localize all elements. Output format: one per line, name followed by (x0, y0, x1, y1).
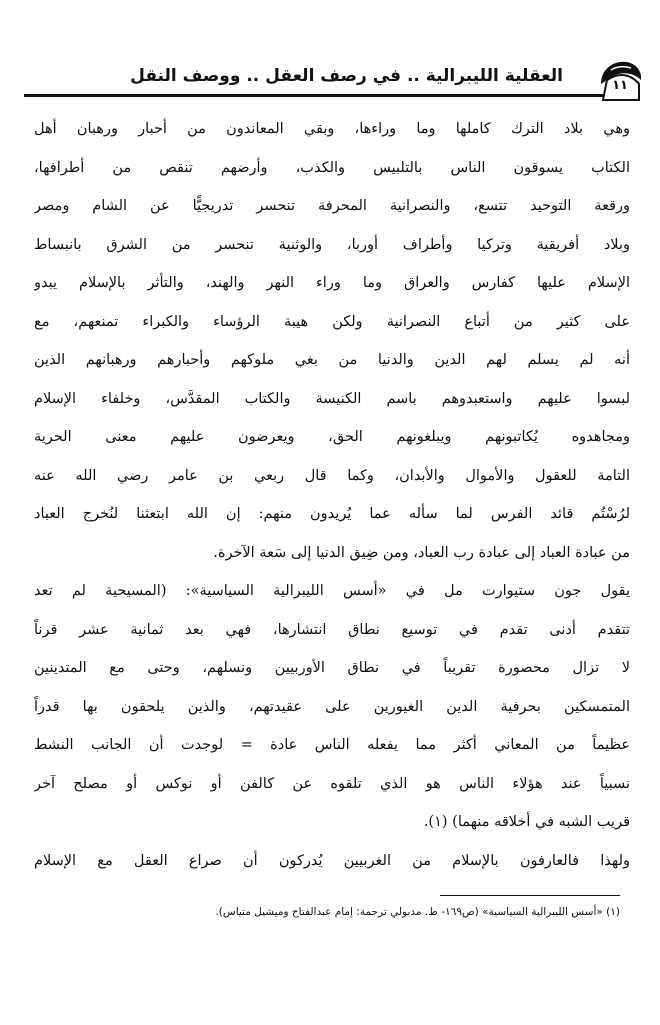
text-line: الإسلام عليها كفارس والعراق وما وراء النهر والهند، والتأثر بالإسلام يبدو (34, 275, 630, 291)
text-line: لا تزال محصورة تقريباً في نطاق الأوربيين ونسلهم، وحتى مع المتدينين (34, 660, 630, 676)
page-number: ١١ (612, 78, 628, 93)
text-line: نسبياً عند هؤلاء الناس هو الذي تلقوه عن كالفن أو نوكس أو مصلح آخر (34, 775, 630, 792)
header-divider (24, 94, 603, 97)
text-line: التامة للعقول والأموال والأبدان، وكما قال ربعي بن عامر رضي الله عنه (34, 467, 630, 484)
running-header (18, 60, 643, 100)
text-line: عظيماً من المعاني أكثر مما يفعله الناس عادة = لوجدت أن الجانب النشط (34, 737, 630, 753)
text-line: ولهذا فالعارفون بالإسلام من الغربيين يُدركون أن صراع العقل مع الإسلام (34, 852, 630, 869)
body-text (34, 110, 630, 880)
text-line: تتقدم أدنى تقدم في توسيع نطاق انتشارها، فهي بعد ثمانية عشر قرناً (34, 621, 630, 638)
footnote: (١) «أسس الليبرالية السياسية» (ص١٦٩- ط. مدبولي ترجمة: إمام عبدالفتاح وميشيل متياس). (215, 906, 620, 918)
text-line: من عبادة العباد إلى عبادة رب العباد، ومن ضِيق الدنيا إلى سَعة الآخرة. (213, 544, 630, 561)
text-line: قريب الشبه في أخلاقه منهما) (١). (423, 814, 630, 830)
text-line: يقول جون ستيوارت مل في «أسس الليبرالية السياسية»: (المسيحية لم تعد (34, 583, 630, 599)
text-line: وبلاد أفريقية وتركيا وأطراف أوربا، والوثنية تنحسر من الشرق بانبساط (34, 236, 630, 253)
text-line: لرُسْتُم قائد الفرس لما سأله عما يُريدون منهم: إن الله ابتعثنا لنُخرج العباد (34, 506, 630, 522)
page-number-badge (597, 58, 643, 104)
text-line: ومجاهدوه يُكاتبونهم ويبلغونهم الحق، ويعرضون عليهم معنى الحرية (34, 429, 630, 445)
text-line: ورقعة التوحيد تتسع، والنصرانية المحرفة تنحسر تدريجيًّا عن الشام ومصر (34, 198, 630, 214)
text-line: الكتاب يسوقون الناس بالتلبيس والكذب، وأرضهم تنقص من أطرافها، (34, 159, 630, 176)
running-title: العقلية الليبرالية .. في رصف العقل .. ووصف النقل (130, 66, 563, 86)
text-line: أنه لم يسلم لهم الدين والدنيا من بغي ملوكهم وأحبارهم ورهبانهم الذين (34, 352, 630, 368)
text-line: على كثير من أتباع النصرانية ولكن هيبة الرؤساء والكبراء تمنعهم، مع (34, 313, 630, 330)
footnote-divider (440, 895, 620, 896)
text-line: وهي بلاد الترك كاملها وما وراءها، وبقي المعاندون من أحبار ورهبان أهل (34, 121, 630, 137)
text-line: لبسوا عليهم واستعبدوهم باسم الكنيسة والكتاب المقدَّس، وخلفاء الإسلام (34, 390, 630, 407)
text-line: المتمسكين بحرفية الدين الغيورين على عقيدتهم، والذين يلحقون بها قدراً (34, 698, 630, 715)
